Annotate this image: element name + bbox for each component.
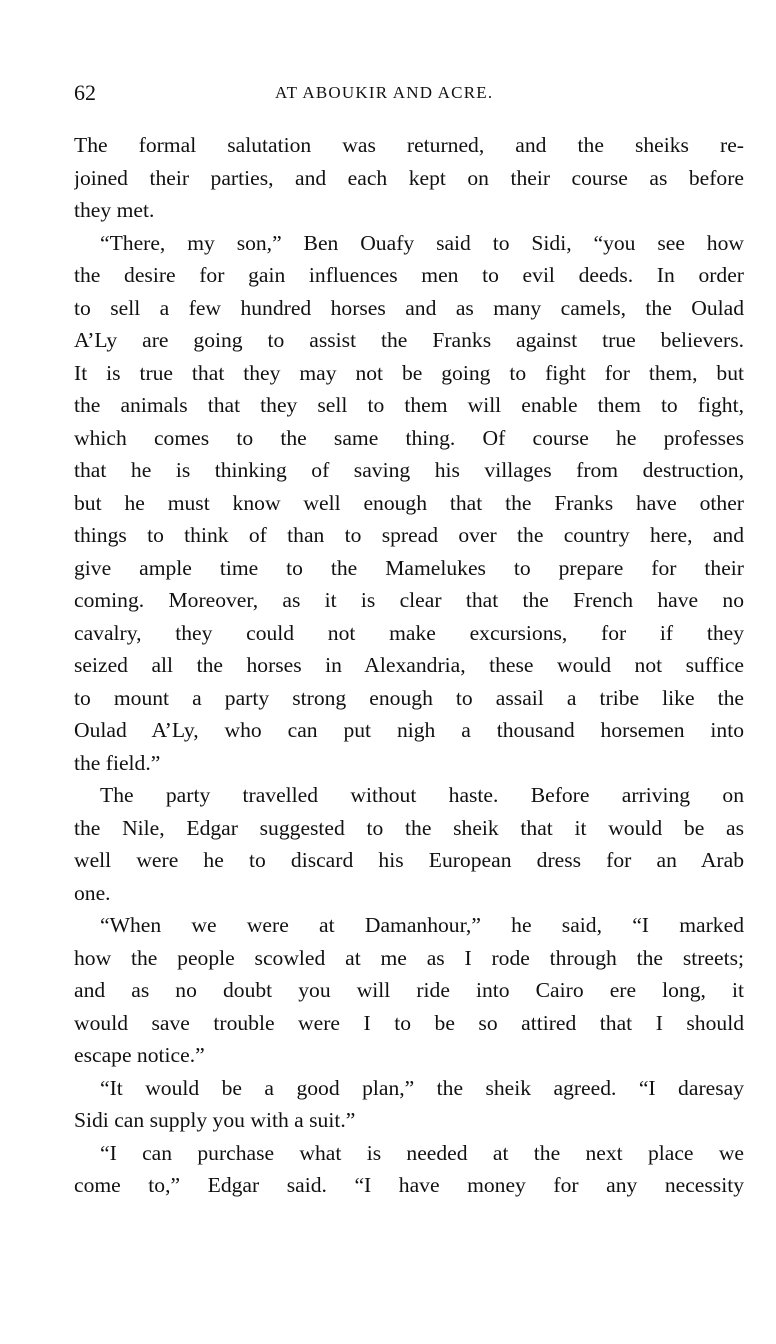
text-line: they met. <box>74 198 155 222</box>
text-line: come to,” Edgar said. “I have money for any necessity <box>74 1173 744 1197</box>
paragraph <box>74 909 744 1072</box>
text-line: The party travelled without haste. Before arriving on <box>100 783 744 807</box>
text-line: to mount a party strong enough to assail a tribe like the <box>74 685 744 710</box>
paragraph <box>74 1072 744 1137</box>
page-header <box>74 80 744 110</box>
text-line: escape notice.” <box>74 1043 205 1067</box>
text-line: seized all the horses in Alexandria, these would not suffice <box>74 653 744 677</box>
text-line: how the people scowled at me as I rode through the streets; <box>74 945 744 970</box>
text-line: “I can purchase what is needed at the next place we <box>100 1140 744 1165</box>
text-line: the animals that they sell to them will enable them to fight, <box>74 393 744 417</box>
text-line: Sidi can supply you with a suit.” <box>74 1108 356 1132</box>
text-line: the desire for gain influences men to evil deeds. In order <box>74 263 744 287</box>
paragraph <box>74 779 744 909</box>
text-line: things to think of than to spread over the country here, and <box>74 523 744 547</box>
page-number: 62 <box>74 80 96 105</box>
text-line: The formal salutation was returned, and the sheiks re- <box>74 133 744 157</box>
text-line: “It would be a good plan,” the sheik agreed. “I daresay <box>100 1075 744 1100</box>
text-line: and as no doubt you will ride into Cairo ere long, it <box>74 978 744 1002</box>
paragraph <box>74 1137 744 1202</box>
text-line: joined their parties, and each kept on their course as before <box>74 165 744 190</box>
text-line: but he must know well enough that the Franks have other <box>74 490 744 515</box>
text-line: “When we were at Damanhour,” he said, “I marked <box>100 913 744 937</box>
text-line: It is true that they may not be going to fight for them, but <box>74 360 744 385</box>
paragraph <box>74 227 744 780</box>
text-line: which comes to the same thing. Of course he professes <box>74 425 744 450</box>
text-line: Oulad A’Ly, who can put nigh a thousand horsemen into <box>74 718 744 742</box>
text-line: that he is thinking of saving his villages from destruction, <box>74 458 744 482</box>
text-line: “There, my son,” Ben Ouafy said to Sidi, “you see how <box>100 230 744 255</box>
text-line: one. <box>74 880 111 905</box>
text-line: give ample time to the Mamelukes to prepare for their <box>74 555 744 580</box>
text-line: would save trouble were I to be so attired that I should <box>74 1010 744 1035</box>
paragraph <box>74 129 744 227</box>
text-line: coming. Moreover, as it is clear that the French have no <box>74 588 744 612</box>
text-line: the field.” <box>74 750 161 775</box>
text-line: to sell a few hundred horses and as many camels, the Oulad <box>74 295 744 320</box>
text-line: well were he to discard his European dress for an Arab <box>74 848 744 872</box>
book-page <box>74 80 744 1202</box>
running-title: AT ABOUKIR AND ACRE. <box>275 83 494 102</box>
text-line: the Nile, Edgar suggested to the sheik that it would be as <box>74 815 744 840</box>
text-line: A’Ly are going to assist the Franks against true believers. <box>74 328 744 352</box>
text-line: cavalry, they could not make excursions, for if they <box>74 620 744 645</box>
page-body <box>74 129 744 1202</box>
